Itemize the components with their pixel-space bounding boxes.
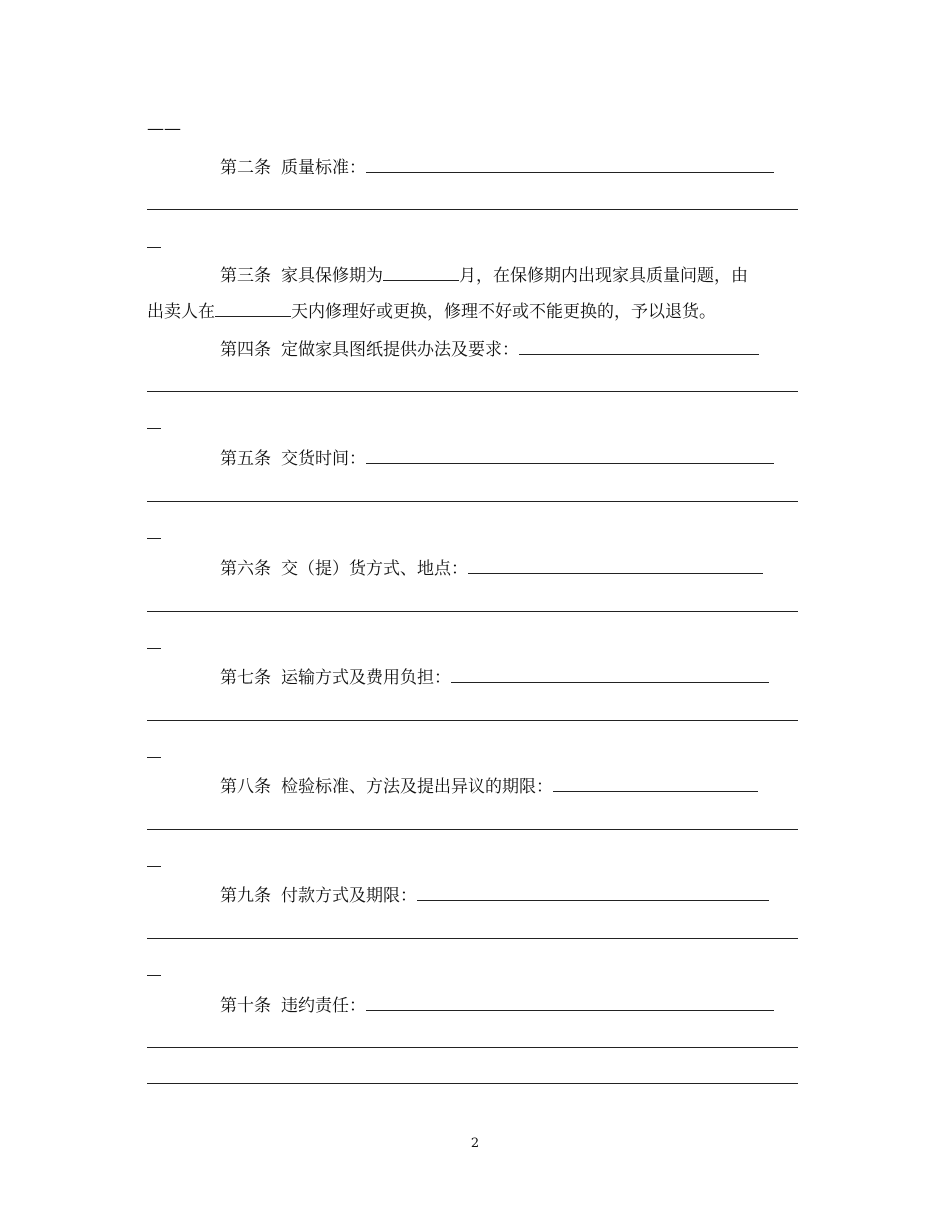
fill-line[interactable] (147, 938, 798, 939)
blank-field[interactable] (519, 340, 759, 355)
fill-line[interactable] (147, 1047, 798, 1048)
fill-line-tail (147, 757, 161, 758)
days-blank[interactable] (215, 302, 291, 317)
clause-text: 天内修理好或更换，修理不好或不能更换的，予以退货。 (291, 302, 716, 322)
fill-line[interactable] (147, 501, 798, 502)
clause-text: 交货时间： (281, 449, 366, 469)
fill-line-tail (147, 247, 161, 248)
blank-field[interactable] (366, 996, 774, 1011)
clause-7 (220, 667, 769, 689)
clause-text: 违约责任： (281, 996, 366, 1016)
clause-label: 第五条 (220, 449, 271, 469)
top-dash: —— (147, 119, 181, 139)
blank-field[interactable] (366, 158, 774, 173)
fill-line-tail (147, 866, 161, 867)
fill-line[interactable] (147, 611, 798, 612)
fill-line[interactable] (147, 829, 798, 830)
clause-label: 第二条 (220, 158, 271, 178)
blank-field[interactable] (468, 559, 763, 574)
clause-text: 家具保修期为 (281, 266, 383, 286)
clause-label: 第七条 (220, 668, 271, 688)
clause-label: 第八条 (220, 777, 271, 797)
clause-label: 第六条 (220, 559, 271, 579)
clause-text: 月，在保修期内出现家具质量问题，由 (459, 266, 748, 286)
fill-line-tail (147, 538, 161, 539)
clause-label: 第十条 (220, 996, 271, 1016)
clause-3 (220, 265, 748, 287)
fill-line[interactable] (147, 1083, 798, 1084)
clause-2 (220, 157, 774, 179)
clause-text: 付款方式及期限： (281, 886, 417, 906)
clause-text: 出卖人在 (147, 302, 215, 322)
clause-5 (220, 448, 774, 470)
clause-text: 交（提）货方式、地点： (281, 559, 468, 579)
blank-field[interactable] (553, 777, 758, 792)
clause-label: 第四条 (220, 340, 271, 360)
blank-field[interactable] (417, 886, 769, 901)
fill-line-tail (147, 428, 161, 429)
clause-label: 第九条 (220, 886, 271, 906)
months-blank[interactable] (383, 266, 459, 281)
fill-line[interactable] (147, 209, 798, 210)
fill-line[interactable] (147, 391, 798, 392)
blank-field[interactable] (451, 668, 769, 683)
clause-text: 定做家具图纸提供办法及要求： (281, 340, 519, 360)
clause-8 (220, 776, 758, 798)
blank-field[interactable] (366, 449, 774, 464)
clause-4 (220, 339, 759, 361)
clause-10 (220, 995, 774, 1017)
clause-3-cont (147, 301, 716, 323)
clause-text: 检验标准、方法及提出异议的期限： (281, 777, 553, 797)
fill-line-tail (147, 975, 161, 976)
fill-line-tail (147, 648, 161, 649)
clause-9 (220, 885, 769, 907)
clause-label: 第三条 (220, 266, 271, 286)
fill-line[interactable] (147, 720, 798, 721)
page-number: 2 (470, 1136, 480, 1151)
clause-text: 运输方式及费用负担： (281, 668, 451, 688)
clause-text: 质量标准： (281, 158, 366, 178)
clause-6 (220, 558, 763, 580)
